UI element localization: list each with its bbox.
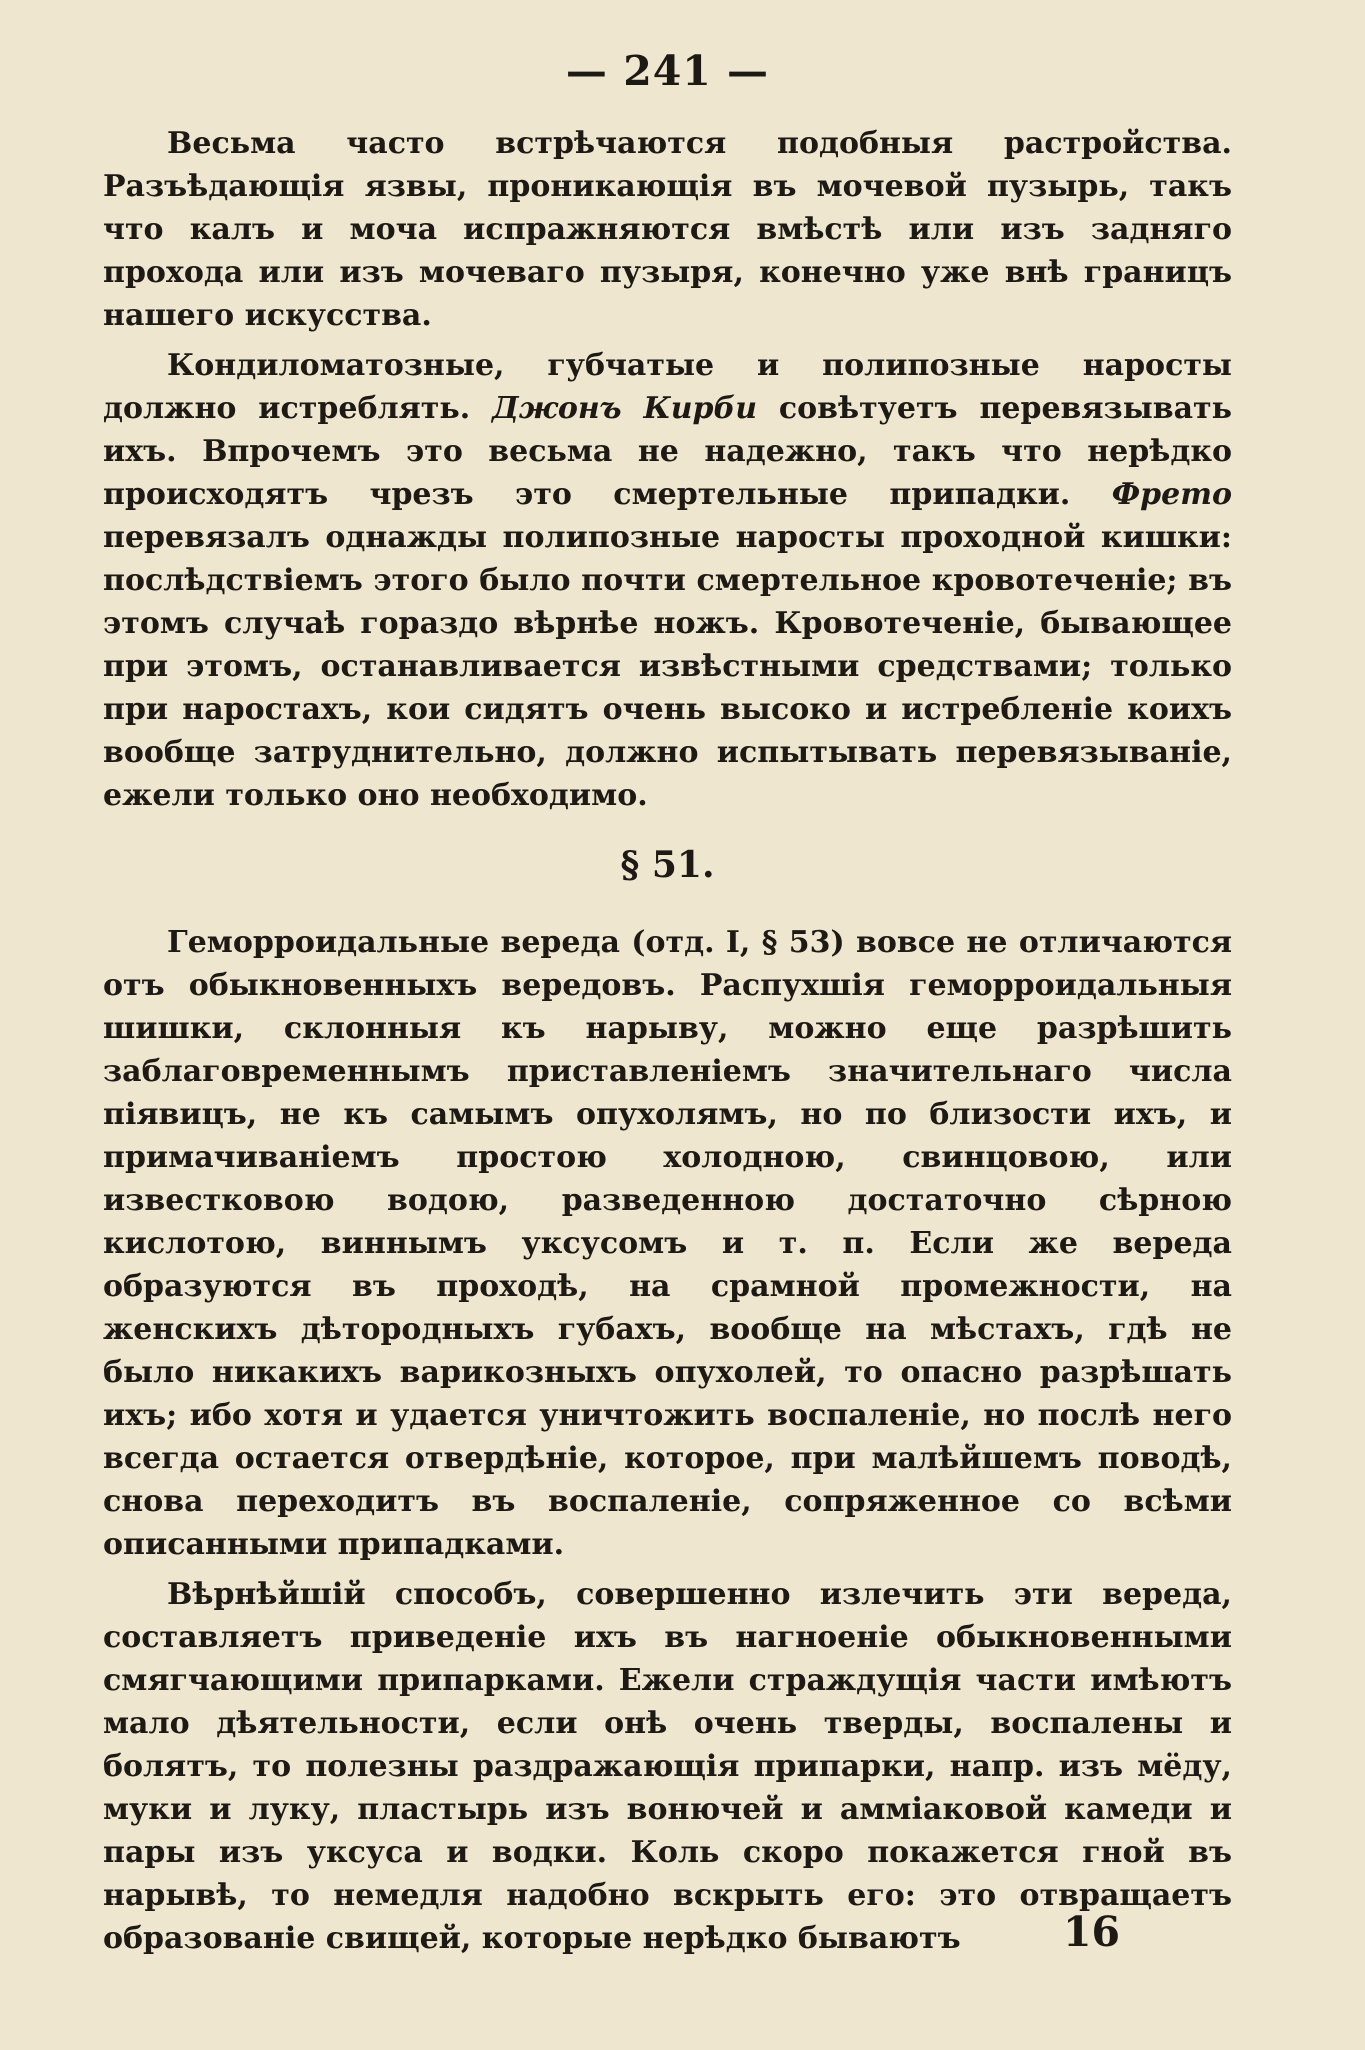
sheet-signature: 16 [1062,1908,1120,1956]
section-heading: § 51. [620,844,715,886]
paragraph-2 [103,344,1232,817]
page-number: — 241 — [565,47,770,95]
author-name-freteau: Фрето [1111,477,1232,512]
paragraph-2-middle: совѣтуетъ перевязывать ихъ. Впрочемъ это весьма не надежно, такъ что нерѣдко происходятъ чрезъ это смертельные припадки. [103,391,1233,512]
author-name-kirby: Джонъ Кирби [492,391,758,426]
paragraph-2-end: перевязалъ однажды полипозные наросты проходной кишки: послѣдствіемъ этого было почти смертельное кровотеченіе; въ этомъ случаѣ гораздо вѣрнѣе ножъ. Кровотеченіе, бывающее при этомъ, останавливается извѣстными средствами; только при наростахъ, кои сидятъ очень высоко и истребленіе коихъ вообще затруднительно, должно испытывать перевязываніе, ежели только оно необходимо. [103,520,1232,813]
paragraph-1: Весьма часто встрѣчаются подобныя растройства. Разъѣдающія язвы, проникающія въ мочевой пузырь, такъ что калъ и моча испражняются вмѣстѣ или изъ задняго прохода или изъ мочеваго пузыря, конечно уже внѣ границъ нашего искусства. [103,126,1232,333]
body-text [103,122,1232,1960]
paragraph-2-start: Кондиломатозные, губчатые и полипозные наросты должно истреблять. [103,348,1232,426]
paragraph-4: Вѣрнѣйшій способъ, совершенно излечить эти вереда, составляетъ приведеніе ихъ въ нагноеніе обыкновенными смягчающими припарками. Ежели страждущія части имѣютъ мало дѣятельности, если онѣ очень тверды, воспалены и болятъ, то полезны раздражающія припарки, напр. изъ мёду, муки и луку, пластырь изъ вонючей и аммiаковой камеди и пары изъ уксуса и водки. Коль скоро покажется гной въ нарывѣ, то немедля надобно вскрыть его: это отвращаетъ образованіе свищей, которые нерѣдко бываютъ [103,1577,1232,1956]
paragraph-3: Геморроидальные вереда (отд. I, § 53) вовсе не отличаются отъ обыкновенныхъ вередовъ. Распухшія геморроидальныя шишки, склонныя къ нарыву, можно еще разрѣшить заблаговременнымъ приставленіемъ значительнаго числа піявицъ, не къ самымъ опухолямъ, но по близости ихъ, и примачиваніемъ простою холодною, свинцовою, или известковою водою, разведенною достаточно сѣрною кислотою, виннымъ уксусомъ и т. п. Если же вереда образуются въ проходѣ, на срамной промежности, на женскихъ дѣтородныхъ губахъ, вообще на мѣстахъ, гдѣ не было никакихъ варикозныхъ опухолей, то опасно разрѣшать ихъ; ибо хотя и удается уничтожить воспаленіе, но послѣ него всегда остается отвердѣніе, которое, при малѣйшемъ поводѣ, снова переходитъ въ воспаленіе, сопряженное со всѣми описанными припадками. [103,925,1232,1562]
